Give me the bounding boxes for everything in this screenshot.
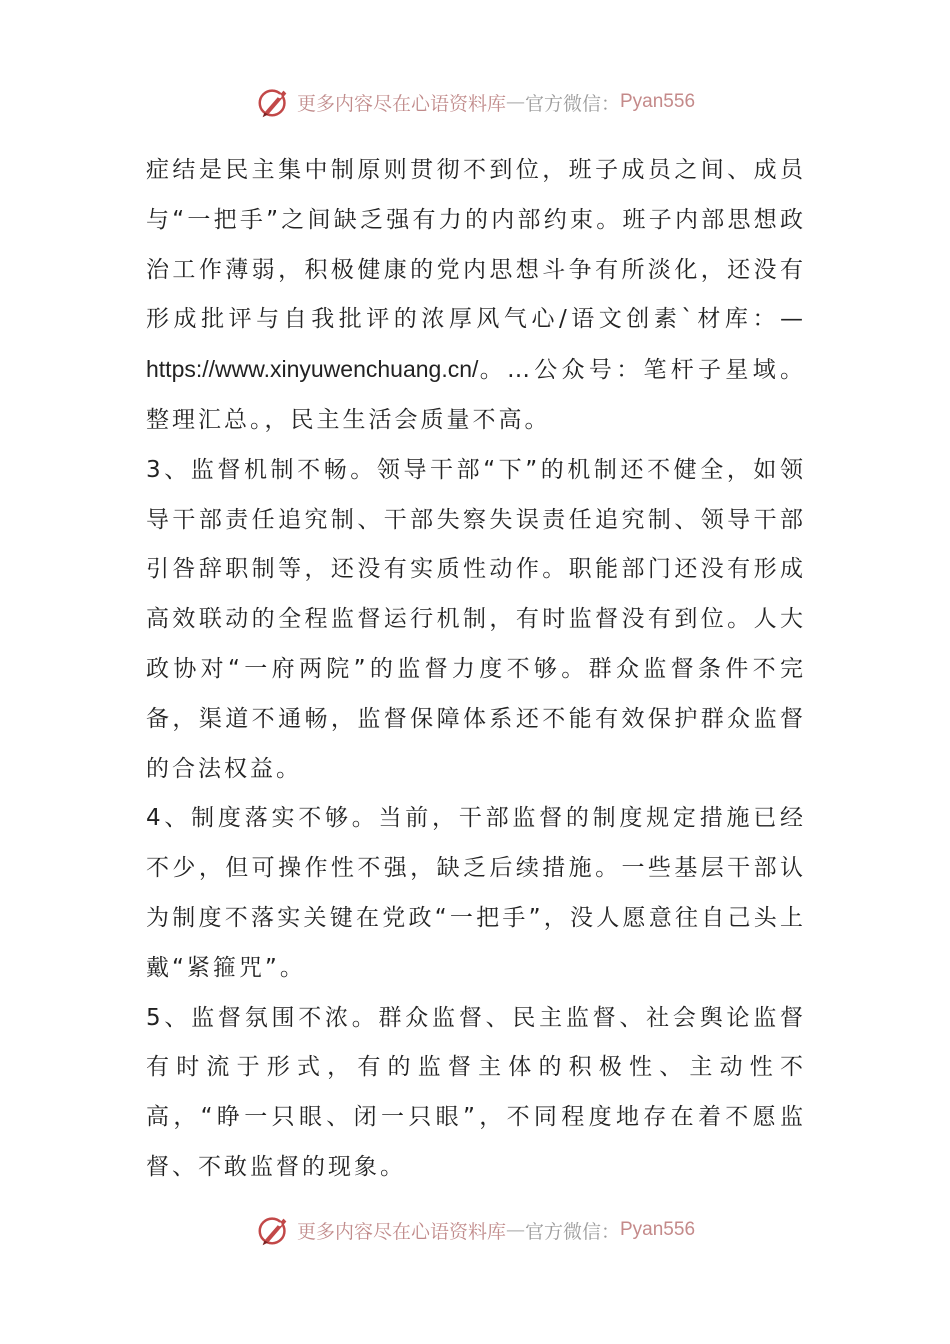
paragraph-1 <box>146 146 806 446</box>
paragraph-4: 5、监督氛围不浓。群众监督、民主监督、社会舆论监督有时流于形式，有的监督主体的积极性、主动性不高，“睁一只眼、闭一只眼”，不同程度地存在着不愿监督、不敢监督的现象。 <box>146 1004 806 1180</box>
banner-text: 更多内容尽在心语资料库 <box>296 92 506 115</box>
banner-separator: — <box>505 91 525 113</box>
footer-banner <box>0 1210 950 1250</box>
banner-wechat-id: Pyan556 <box>620 91 696 112</box>
banner-text: 更多内容尽在心语资料库 <box>296 1220 506 1243</box>
banner-official-label: 官方微信： <box>524 1220 620 1243</box>
banner-official-label: 官方微信： <box>524 92 620 115</box>
banner-wechat-id: Pyan556 <box>620 1219 696 1240</box>
pen-logo-icon <box>255 83 293 121</box>
source-url-link[interactable]: https://www.xinyuwenchuang.cn/ <box>146 356 479 383</box>
paragraph-2: 3、监督机制不畅。领导干部“下”的机制还不健全，如领导干部责任追究制、干部失察失误责任追究制、领导干部引咎辞职制等，还没有实质性动作。职能部门还没有形成高效联动的全程监督运行机制，有时监督没有到位。人大政协对“一府两院”的监督力度不够。群众监督条件不完备，渠道不通畅，监督保障体系还不能有效保护群众监督的合法权益。 <box>146 456 806 782</box>
paragraph-1-text-a: 症结是民主集中制原则贯彻不到位，班子成员之间、成员与“一把手”之间缺乏强有力的内部约束。班子内部思想政治工作薄弱，积极健康的党内思想斗争有所淡化，还没有形成批评与自我批评的浓厚风气心/语文创素`材库：— <box>146 157 806 333</box>
paragraph-1-text-b: 。…公众号：笔杆子星域。整理汇总。，民主生活会质量不高。 <box>146 357 806 433</box>
paragraph-3: 4、制度落实不够。当前，干部监督的制度规定措施已经不少，但可操作性不强，缺乏后续措施。一些基层干部认为制度不落实关键在党政“一把手”，没人愿意往自己头上戴“紧箍咒”。 <box>146 805 806 981</box>
header-banner <box>0 82 950 122</box>
pen-logo-icon <box>255 1211 293 1249</box>
banner-separator: — <box>505 1219 525 1241</box>
document-body <box>146 146 806 1193</box>
